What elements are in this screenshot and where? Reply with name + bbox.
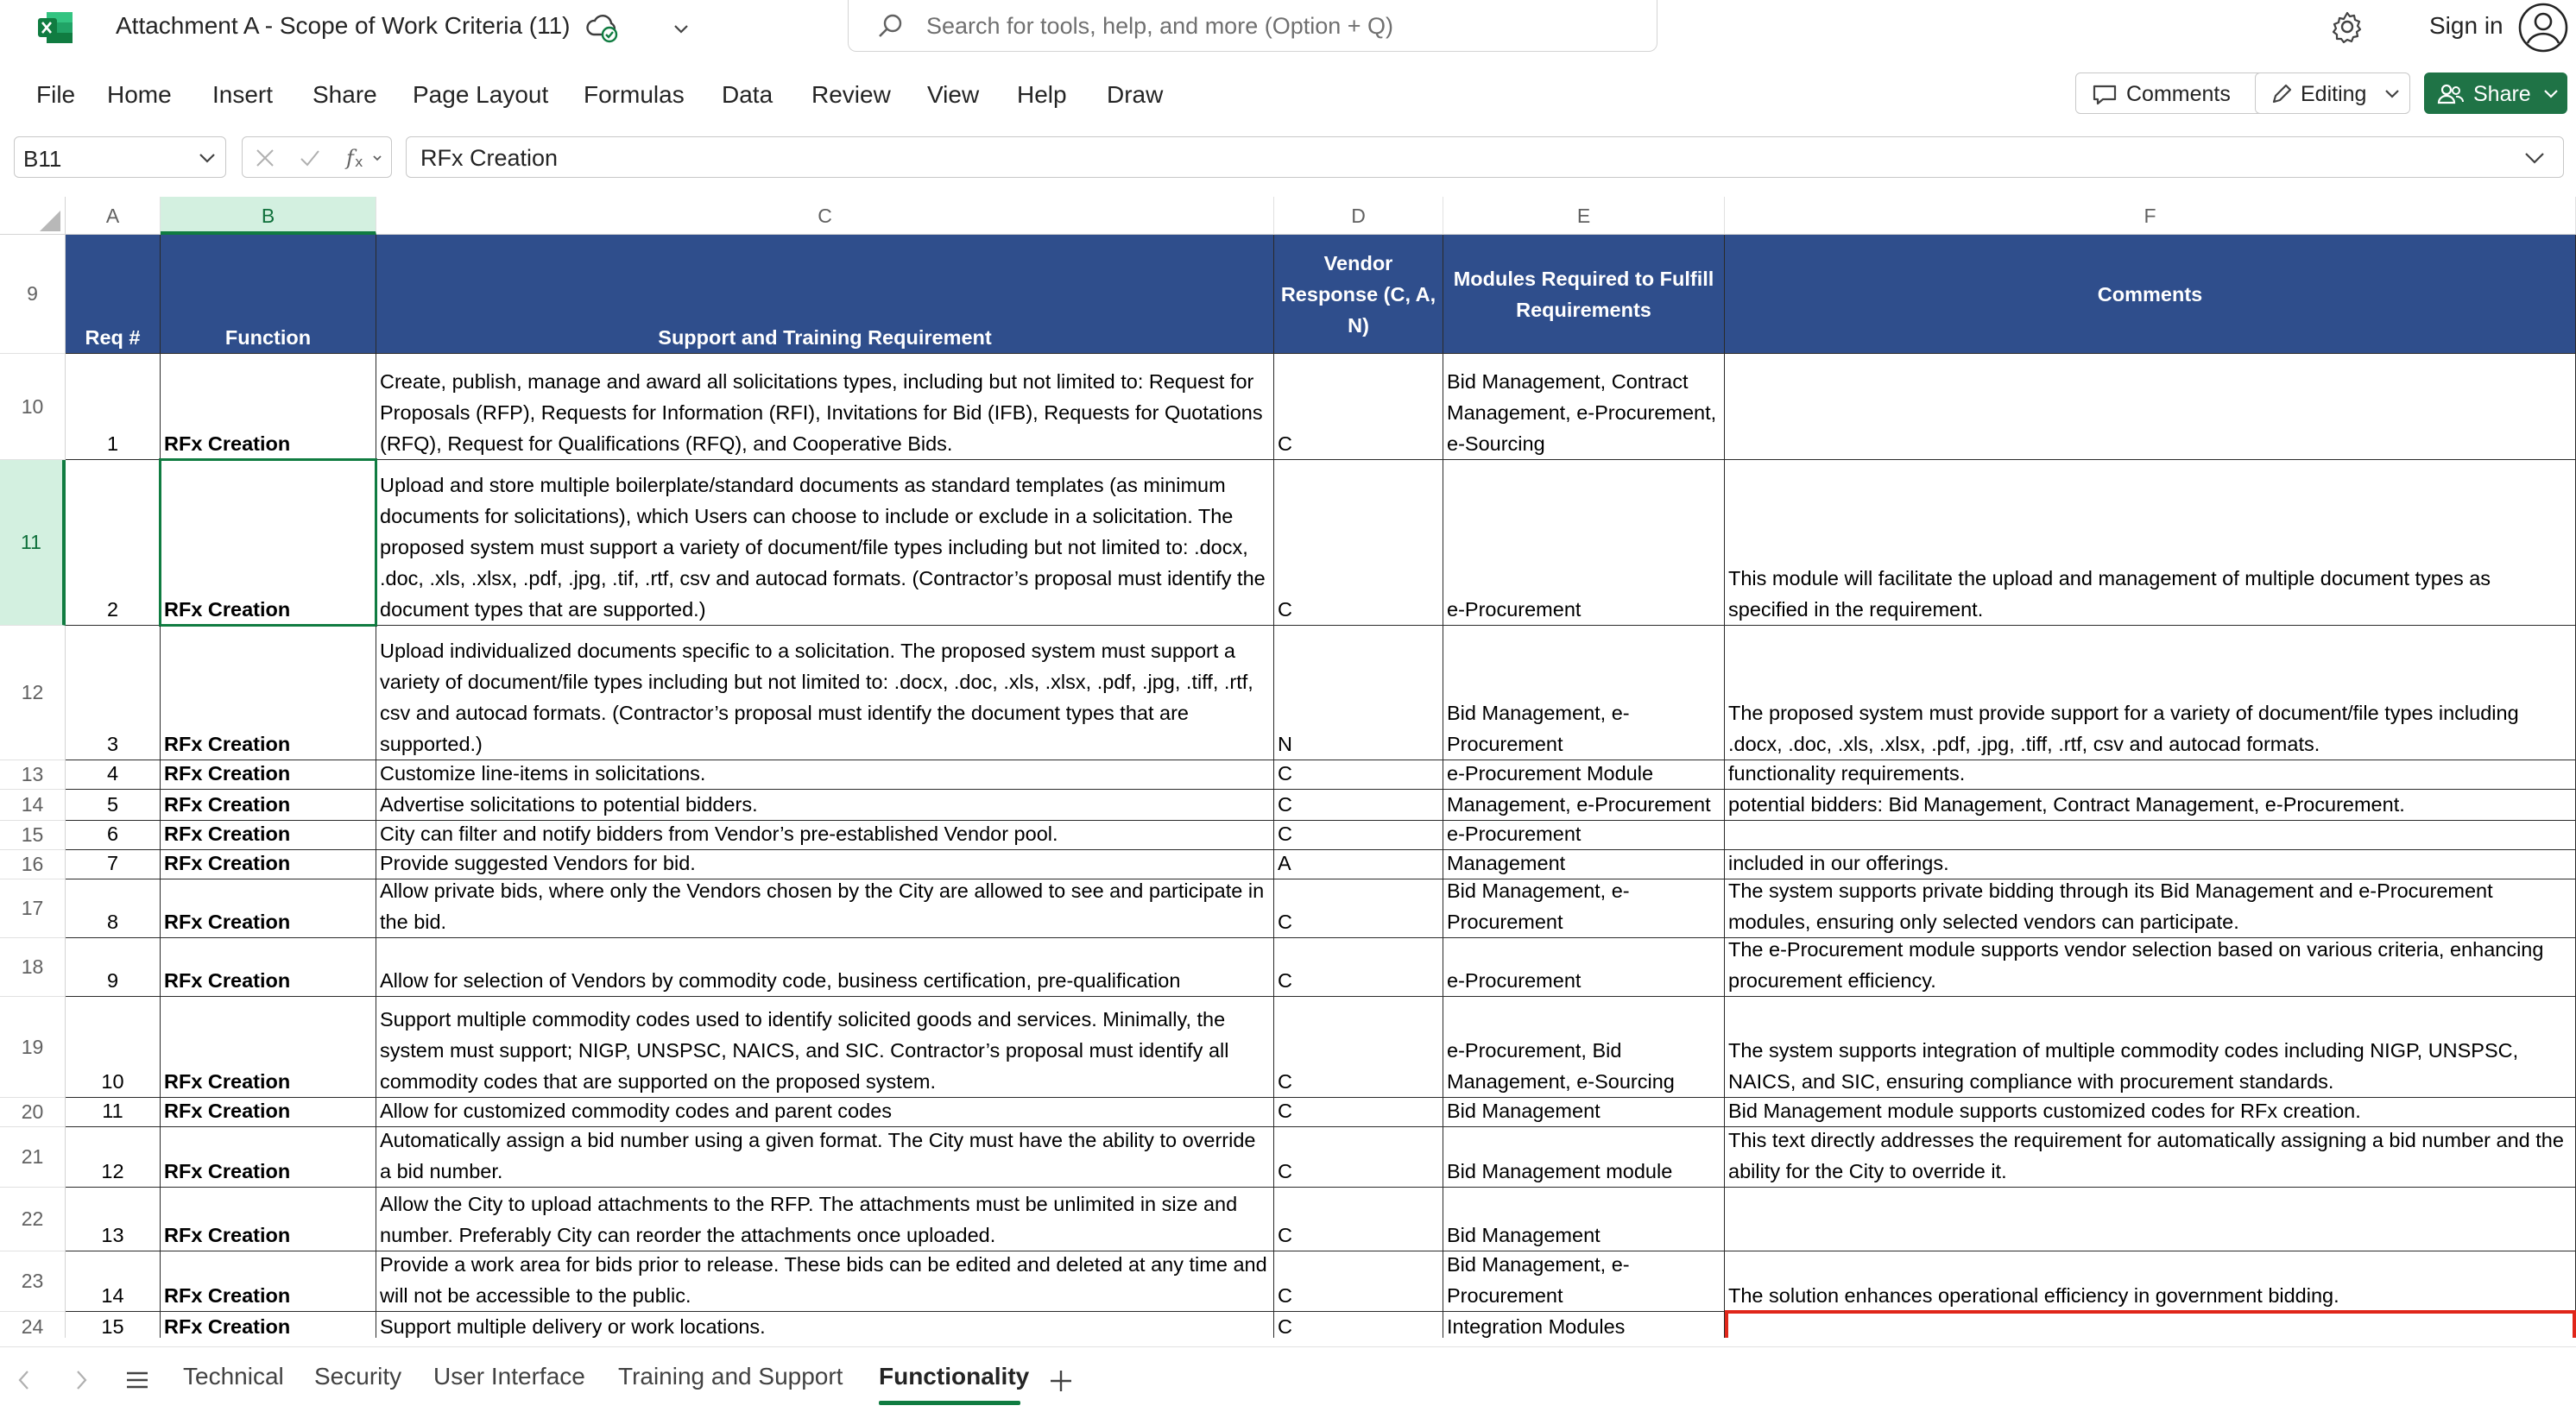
header-cell[interactable]: [161, 235, 376, 354]
vendor-response-cell[interactable]: [1274, 938, 1443, 997]
requirement-cell-text: Upload and store multiple boilerplate/standard documents as standard templates (as minimum documents for solicitations), which Users can choose to include or exclude in a solicitation. The proposed system must support a variety of document/file types including but not limited to: .docx, .doc, .xls, .xlsx, .pdf, .jpg, .tif, .rtf, csv and autocad formats. (Contractor’s proposal must identify the document types that are supported.): [380, 474, 1266, 621]
req-number-cell-text: 13: [101, 1224, 124, 1246]
pencil-icon: [2270, 82, 2294, 106]
cloud-saved-icon[interactable]: [585, 12, 618, 43]
row-header[interactable]: 22: [0, 1188, 66, 1251]
req-number-cell[interactable]: [66, 626, 161, 760]
modules-cell[interactable]: [1443, 1098, 1725, 1127]
avatar-icon[interactable]: [2517, 2, 2569, 54]
requirement-cell-text: Allow private bids, where only the Vendors chosen by the City are allowed to see and participate in the bid.: [380, 879, 1265, 933]
chevron-down-icon[interactable]: [670, 17, 692, 40]
req-number-cell[interactable]: [66, 354, 161, 460]
gear-icon[interactable]: [2331, 10, 2364, 43]
row-header[interactable]: 10: [0, 354, 66, 460]
editing-mode-button[interactable]: [2255, 72, 2410, 114]
comments-cell[interactable]: [1725, 938, 2576, 997]
function-cell-text: RFx Creation: [164, 1284, 291, 1307]
function-cell[interactable]: [161, 790, 376, 821]
row-header[interactable]: 13: [0, 760, 66, 790]
requirement-cell[interactable]: [376, 1098, 1274, 1127]
function-cell-text: RFx Creation: [164, 1315, 291, 1338]
function-cell-text: RFx Creation: [164, 432, 291, 455]
row-header[interactable]: 17: [0, 879, 66, 938]
header-label: Function: [224, 326, 312, 349]
req-number-cell-text: 8: [106, 911, 119, 933]
req-number-cell[interactable]: [66, 1127, 161, 1188]
vendor-response-cell[interactable]: [1274, 626, 1443, 760]
function-cell[interactable]: [161, 938, 376, 997]
function-cell-text: RFx Creation: [164, 762, 291, 785]
header-cell[interactable]: [1443, 235, 1725, 354]
req-number-cell[interactable]: [66, 850, 161, 879]
active-sheet-indicator: [879, 1401, 1020, 1405]
comments-cell-text: The system supports private bidding through its Bid Management and e-Procurement modules, ensuring only selected vendors can participate.: [1728, 879, 2493, 933]
header-label: Support and Training Requirement: [658, 326, 992, 349]
add-sheet-icon[interactable]: [1048, 1368, 1074, 1394]
tab-page-layout[interactable]: Page Layout: [413, 81, 549, 108]
req-number-cell-text: 7: [106, 852, 119, 874]
function-cell[interactable]: [161, 850, 376, 879]
column-header-b[interactable]: B: [161, 197, 376, 235]
modules-cell[interactable]: [1443, 1312, 1725, 1338]
function-cell[interactable]: [161, 821, 376, 850]
modules-cell-text: Bid Management, Contract Management, e-Procurement, e-Sourcing: [1447, 370, 1717, 455]
chevron-right-icon[interactable]: [73, 1368, 90, 1392]
requirement-cell[interactable]: [376, 1127, 1274, 1188]
share-button[interactable]: [2424, 72, 2567, 114]
requirement-cell[interactable]: [376, 626, 1274, 760]
req-number-cell-text: 11: [102, 1100, 123, 1122]
requirement-cell[interactable]: [376, 460, 1274, 626]
comments-cell[interactable]: [1725, 850, 2576, 879]
name-box[interactable]: [14, 136, 226, 178]
vendor-response-cell-text: C: [1278, 598, 1292, 621]
vendor-response-cell-text: C: [1278, 823, 1292, 845]
requirement-cell[interactable]: [376, 354, 1274, 460]
comments-cell[interactable]: [1725, 1127, 2576, 1188]
requirement-cell-text: Allow the City to upload attachments to the RFP. The attachments must be unlimited in size and number. Preferably City can reorder the attachments once uploaded.: [380, 1193, 1238, 1246]
function-cell[interactable]: [161, 1127, 376, 1188]
vendor-response-cell[interactable]: [1274, 1251, 1443, 1312]
row-header[interactable]: 21: [0, 1127, 66, 1188]
requirement-cell-text: Support multiple commodity codes used to identify solicited goods and services. Minimally, the system must support; NIGP, UNSPSC, NAICS, and SIC. Contractor’s proposal must identify all commodity codes that are supported on the proposed system.: [380, 1008, 1229, 1093]
function-cell-text: RFx Creation: [164, 1224, 291, 1246]
column-header-e[interactable]: E: [1443, 197, 1725, 235]
comments-cell[interactable]: [1725, 1188, 2576, 1251]
requirement-cell-text: Provide a work area for bids prior to release. These bids can be edited and deleted at any time and will not be accessible to the public.: [380, 1253, 1267, 1307]
tab-file[interactable]: File: [36, 81, 76, 108]
chevron-down-icon: [198, 151, 217, 165]
function-cell-text: RFx Creation: [164, 911, 291, 933]
comments-cell[interactable]: [1725, 626, 2576, 760]
formula-value: RFx Creation: [420, 145, 559, 171]
req-number-cell-text: 1: [106, 432, 119, 455]
modules-cell-text: e-Procurement, Bid Management, e-Sourcing: [1447, 1039, 1675, 1093]
tab-share[interactable]: Share: [313, 81, 377, 108]
vendor-response-cell[interactable]: [1274, 879, 1443, 938]
comments-label: Comments: [2126, 82, 2231, 106]
comments-cell[interactable]: [1725, 760, 2576, 790]
req-number-cell[interactable]: [66, 790, 161, 821]
requirement-cell[interactable]: [376, 938, 1274, 997]
tab-insert[interactable]: Insert: [212, 81, 274, 108]
function-cell-text: RFx Creation: [164, 793, 291, 816]
modules-cell-text: Management, e-Procurement: [1447, 793, 1711, 816]
header-label: Vendor Response (C, A, N): [1280, 251, 1436, 337]
req-number-cell[interactable]: [66, 1312, 161, 1338]
excel-logo-icon[interactable]: [36, 10, 74, 45]
req-number-cell[interactable]: [66, 879, 161, 938]
title-bar: [0, 0, 2576, 55]
vendor-response-cell-text: C: [1278, 1100, 1292, 1122]
req-number-cell[interactable]: [66, 1188, 161, 1251]
ribbon-tabs: [0, 67, 2576, 123]
requirement-cell[interactable]: [376, 1251, 1274, 1312]
row-header[interactable]: 16: [0, 850, 66, 879]
requirement-cell-text: Advertise solicitations to potential bidders.: [380, 793, 758, 816]
sheet-tab-security[interactable]: Security: [314, 1363, 402, 1390]
modules-cell-text: e-Procurement: [1447, 598, 1582, 621]
vendor-response-cell[interactable]: [1274, 1188, 1443, 1251]
row-header[interactable]: 18: [0, 938, 66, 997]
comments-cell-text: Bid Management module supports customized codes for RFx creation.: [1728, 1100, 2361, 1122]
formula-controls: [242, 136, 392, 178]
modules-cell-text: Bid Management: [1447, 1100, 1601, 1122]
modules-cell[interactable]: [1443, 938, 1725, 997]
vendor-response-cell[interactable]: [1274, 1127, 1443, 1188]
comments-cell-text: The solution enhances operational efficiency in government bidding.: [1728, 1284, 2339, 1307]
svg-text:x: x: [355, 154, 363, 170]
modules-cell[interactable]: [1443, 1188, 1725, 1251]
modules-cell-text: Bid Management module: [1447, 1160, 1673, 1182]
function-cell[interactable]: [161, 879, 376, 938]
header-cell[interactable]: [1274, 235, 1443, 354]
modules-cell-text: e-Procurement: [1447, 823, 1582, 845]
row-header[interactable]: 14: [0, 790, 66, 821]
row-header[interactable]: 23: [0, 1251, 66, 1312]
vendor-response-cell-text: C: [1278, 969, 1292, 992]
function-cell[interactable]: [161, 1312, 376, 1338]
comments-cell[interactable]: [1725, 997, 2576, 1098]
comments-cell[interactable]: [1725, 879, 2576, 938]
req-number-cell[interactable]: [66, 1098, 161, 1127]
modules-cell[interactable]: [1443, 1127, 1725, 1188]
function-cell[interactable]: [161, 1188, 376, 1251]
modules-cell-text: e-Procurement: [1447, 969, 1582, 992]
modules-cell-text: Management: [1447, 852, 1566, 874]
requirement-cell[interactable]: [376, 760, 1274, 790]
function-cell-text: RFx Creation: [164, 1100, 291, 1122]
insert-function-icon[interactable]: [344, 144, 384, 172]
requirement-cell-text: Customize line-items in solicitations.: [380, 762, 706, 785]
modules-cell-text: Bid Management: [1447, 1224, 1601, 1246]
tab-home[interactable]: Home: [107, 81, 172, 108]
req-number-cell[interactable]: [66, 1251, 161, 1312]
modules-cell[interactable]: [1443, 1251, 1725, 1312]
requirement-cell-text: Support multiple delivery or work locations.: [380, 1315, 766, 1338]
spreadsheet-grid[interactable]: [0, 197, 2576, 1338]
search-icon: [876, 12, 904, 40]
tab-formulas[interactable]: Formulas: [584, 81, 685, 108]
comments-cell[interactable]: [1725, 354, 2576, 460]
modules-cell-text: e-Procurement Module: [1447, 762, 1654, 785]
editing-label: Editing: [2301, 82, 2367, 106]
comments-cell-text: potential bidders: Bid Management, Contract Management, e-Procurement.: [1728, 793, 2405, 816]
req-number-cell[interactable]: [66, 460, 161, 626]
vendor-response-cell-text: C: [1278, 1284, 1292, 1307]
function-cell-text: RFx Creation: [164, 1070, 291, 1093]
function-cell-text: RFx Creation: [164, 733, 291, 755]
modules-cell-text: Bid Management, e-Procurement: [1447, 702, 1630, 755]
comments-cell[interactable]: [1725, 1251, 2576, 1312]
requirement-cell-text: Provide suggested Vendors for bid.: [380, 852, 696, 874]
requirement-cell[interactable]: [376, 1188, 1274, 1251]
expand-formula-bar-icon[interactable]: [2523, 149, 2546, 167]
vendor-response-cell-text: C: [1278, 1315, 1292, 1338]
modules-cell[interactable]: [1443, 626, 1725, 760]
people-icon: [2437, 83, 2465, 105]
all-sheets-menu-icon[interactable]: [124, 1370, 150, 1390]
modules-cell-text: Bid Management, e-Procurement: [1447, 1253, 1630, 1307]
comments-cell-text: This module will facilitate the upload and management of multiple document types as specified in the requirement.: [1728, 567, 2491, 621]
comments-cell-text: This text directly addresses the requirement for automatically assigning a bid number and the ability for the City to override it.: [1728, 1129, 2564, 1182]
modules-cell-text: Bid Management, e-Procurement: [1447, 879, 1630, 933]
vendor-response-cell-text: C: [1278, 1160, 1292, 1182]
req-number-cell[interactable]: [66, 997, 161, 1098]
req-number-cell-text: 6: [106, 823, 119, 845]
comments-cell[interactable]: [1725, 821, 2576, 850]
share-label: Share: [2473, 82, 2531, 106]
vendor-response-cell-text: A: [1278, 852, 1291, 874]
chevron-down-icon: [2383, 87, 2401, 101]
header-label: Modules Required to Fulfill Requirements: [1453, 267, 1714, 321]
modules-cell[interactable]: [1443, 850, 1725, 879]
row-header[interactable]: 24: [0, 1312, 66, 1338]
vendor-response-cell[interactable]: [1274, 850, 1443, 879]
req-number-cell-text: 4: [106, 762, 119, 785]
row-header[interactable]: 19: [0, 997, 66, 1098]
req-number-cell-text: 5: [106, 793, 119, 816]
chevron-left-icon[interactable]: [16, 1368, 33, 1392]
requirement-cell[interactable]: [376, 821, 1274, 850]
comments-cell[interactable]: [1725, 790, 2576, 821]
row-header[interactable]: 15: [0, 821, 66, 850]
req-number-cell-text: 9: [106, 969, 119, 992]
requirement-cell-text: City can filter and notify bidders from Vendor’s pre-established Vendor pool.: [380, 823, 1058, 845]
vendor-response-cell[interactable]: [1274, 790, 1443, 821]
comments-cell-text: included in our offerings.: [1728, 852, 1949, 874]
requirement-cell-text: Allow for customized commodity codes and parent codes: [380, 1100, 893, 1122]
comments-cell-text: functionality requirements.: [1728, 762, 1966, 785]
comments-cell-text: The system supports integration of multiple commodity codes including NIGP, UNSPSC, NAICS, and SIC, ensuring compliance with procurement standards.: [1728, 1039, 2519, 1093]
req-number-cell-text: 3: [106, 733, 119, 755]
requirement-cell[interactable]: [376, 1312, 1274, 1338]
column-header-f[interactable]: F: [1725, 197, 2576, 235]
search-placeholder: Search for tools, help, and more (Option + Q): [926, 13, 1394, 39]
req-number-cell[interactable]: [66, 821, 161, 850]
sheet-tab-user-interface[interactable]: User Interface: [433, 1363, 585, 1390]
modules-cell[interactable]: [1443, 760, 1725, 790]
comment-icon: [2092, 84, 2118, 106]
modules-cell-text: Integration Modules: [1447, 1315, 1626, 1338]
header-cell[interactable]: [376, 235, 1274, 354]
requirement-cell-text: Allow for selection of Vendors by commodity code, business certification, pre-qualification: [380, 969, 1181, 992]
requirement-cell[interactable]: [376, 997, 1274, 1098]
sheet-tab-technical[interactable]: Technical: [183, 1363, 284, 1390]
vendor-response-cell-text: C: [1278, 432, 1292, 455]
requirement-cell-text: Create, publish, manage and award all solicitations types, including but not limited to: Request for Proposals (RFP), Requests for Information (RFI), Invitations for Bid (IFB), Requests for Quotations (RFQ), Request for Qualifications (RFQ), and Cooperative Bids.: [380, 370, 1263, 455]
tab-help[interactable]: Help: [1017, 81, 1067, 108]
function-cell[interactable]: [161, 997, 376, 1098]
tab-data[interactable]: Data: [722, 81, 773, 108]
header-label: Req #: [85, 326, 141, 349]
function-cell-text: RFx Creation: [164, 1160, 291, 1182]
requirement-cell[interactable]: [376, 850, 1274, 879]
vendor-response-cell-text: C: [1278, 1224, 1292, 1246]
function-cell[interactable]: [161, 354, 376, 460]
sheet-tab-training-and-support[interactable]: Training and Support: [618, 1363, 843, 1390]
tab-draw[interactable]: Draw: [1107, 81, 1164, 108]
comments-cell[interactable]: [1725, 1098, 2576, 1127]
vendor-response-cell[interactable]: [1274, 354, 1443, 460]
vendor-response-cell-text: C: [1278, 911, 1292, 933]
req-number-cell-text: 10: [101, 1070, 124, 1093]
comments-cell-text: The e-Procurement module supports vendor selection based on various criteria, enhancing procurement efficiency.: [1728, 938, 2544, 992]
svg-text:f: f: [346, 146, 354, 170]
comments-cell[interactable]: [1725, 460, 2576, 626]
chevron-down-icon: [2542, 87, 2560, 101]
vendor-response-cell[interactable]: [1274, 997, 1443, 1098]
modules-cell[interactable]: [1443, 790, 1725, 821]
header-cell[interactable]: [1725, 235, 2576, 354]
vendor-response-cell-text: C: [1278, 793, 1292, 816]
formula-input[interactable]: [406, 136, 2564, 178]
req-number-cell-text: 2: [106, 598, 119, 621]
sign-in-link[interactable]: Sign in: [2429, 12, 2503, 39]
row-header[interactable]: 20: [0, 1098, 66, 1127]
function-cell-text: RFx Creation: [164, 598, 291, 621]
function-cell-text: RFx Creation: [164, 852, 291, 874]
sheet-tab-functionality[interactable]: Functionality: [879, 1363, 1030, 1390]
tab-review[interactable]: Review: [811, 81, 891, 108]
modules-cell[interactable]: [1443, 354, 1725, 460]
function-cell[interactable]: [161, 1251, 376, 1312]
header-cell[interactable]: [66, 235, 161, 354]
req-number-cell[interactable]: [66, 938, 161, 997]
requirement-cell[interactable]: [376, 879, 1274, 938]
function-cell[interactable]: [161, 760, 376, 790]
function-cell[interactable]: [161, 1098, 376, 1127]
vendor-response-cell[interactable]: [1274, 760, 1443, 790]
header-label: Comments: [2097, 282, 2203, 306]
requirement-cell-text: Automatically assign a bid number using a given format. The City must have the ability to override a bid number.: [380, 1129, 1256, 1182]
row-header[interactable]: 12: [0, 626, 66, 760]
column-header-d[interactable]: D: [1274, 197, 1443, 235]
sheet-tab-bar: [0, 1346, 2576, 1412]
column-header-c[interactable]: C: [376, 197, 1274, 235]
requirement-cell-text: Upload individualized documents specific to a solicitation. The proposed system must support a variety of document/file types including but not limited to: .docx, .doc, .xls, .xlsx, .pdf, .jpg, .tiff, .rtf, csv and autocad formats. (Contractor’s proposal must identify the document types that are supported.): [380, 640, 1253, 755]
tab-view[interactable]: View: [927, 81, 980, 108]
function-cell-text: RFx Creation: [164, 823, 291, 845]
comments-cell-text: The proposed system must provide support for a variety of document/file types including .docx, .doc, .xls, .xlsx, .pdf, .jpg, .tiff, .rtf, csv and autocad formats.: [1728, 702, 2519, 755]
function-cell[interactable]: [161, 460, 376, 626]
comments-cell[interactable]: [1725, 1312, 2576, 1338]
row-header[interactable]: 11: [0, 460, 66, 626]
column-header-a[interactable]: A: [66, 197, 161, 235]
vendor-response-cell-text: C: [1278, 762, 1292, 785]
modules-cell[interactable]: [1443, 460, 1725, 626]
function-cell-text: RFx Creation: [164, 969, 291, 992]
vendor-response-cell-text: N: [1278, 733, 1292, 755]
vendor-response-cell-text: C: [1278, 1070, 1292, 1093]
enter-check-icon[interactable]: [298, 146, 322, 170]
modules-cell[interactable]: [1443, 997, 1725, 1098]
select-all-corner[interactable]: [0, 197, 66, 235]
vendor-response-cell[interactable]: [1274, 1098, 1443, 1127]
req-number-cell-text: 12: [101, 1160, 124, 1182]
row-header[interactable]: 9: [0, 235, 66, 354]
req-number-cell-text: 15: [101, 1315, 124, 1338]
function-cell[interactable]: [161, 626, 376, 760]
vendor-response-cell[interactable]: [1274, 1312, 1443, 1338]
requirement-cell[interactable]: [376, 790, 1274, 821]
modules-cell[interactable]: [1443, 879, 1725, 938]
document-title[interactable]: Attachment A - Scope of Work Criteria (11): [116, 12, 571, 39]
modules-cell[interactable]: [1443, 821, 1725, 850]
req-number-cell[interactable]: [66, 760, 161, 790]
name-box-value: B11: [23, 146, 62, 172]
req-number-cell-text: 14: [101, 1284, 124, 1307]
cancel-icon[interactable]: [253, 146, 277, 170]
comments-button[interactable]: [2075, 72, 2279, 114]
vendor-response-cell[interactable]: [1274, 460, 1443, 626]
search-box[interactable]: [848, 0, 1657, 52]
vendor-response-cell[interactable]: [1274, 821, 1443, 850]
